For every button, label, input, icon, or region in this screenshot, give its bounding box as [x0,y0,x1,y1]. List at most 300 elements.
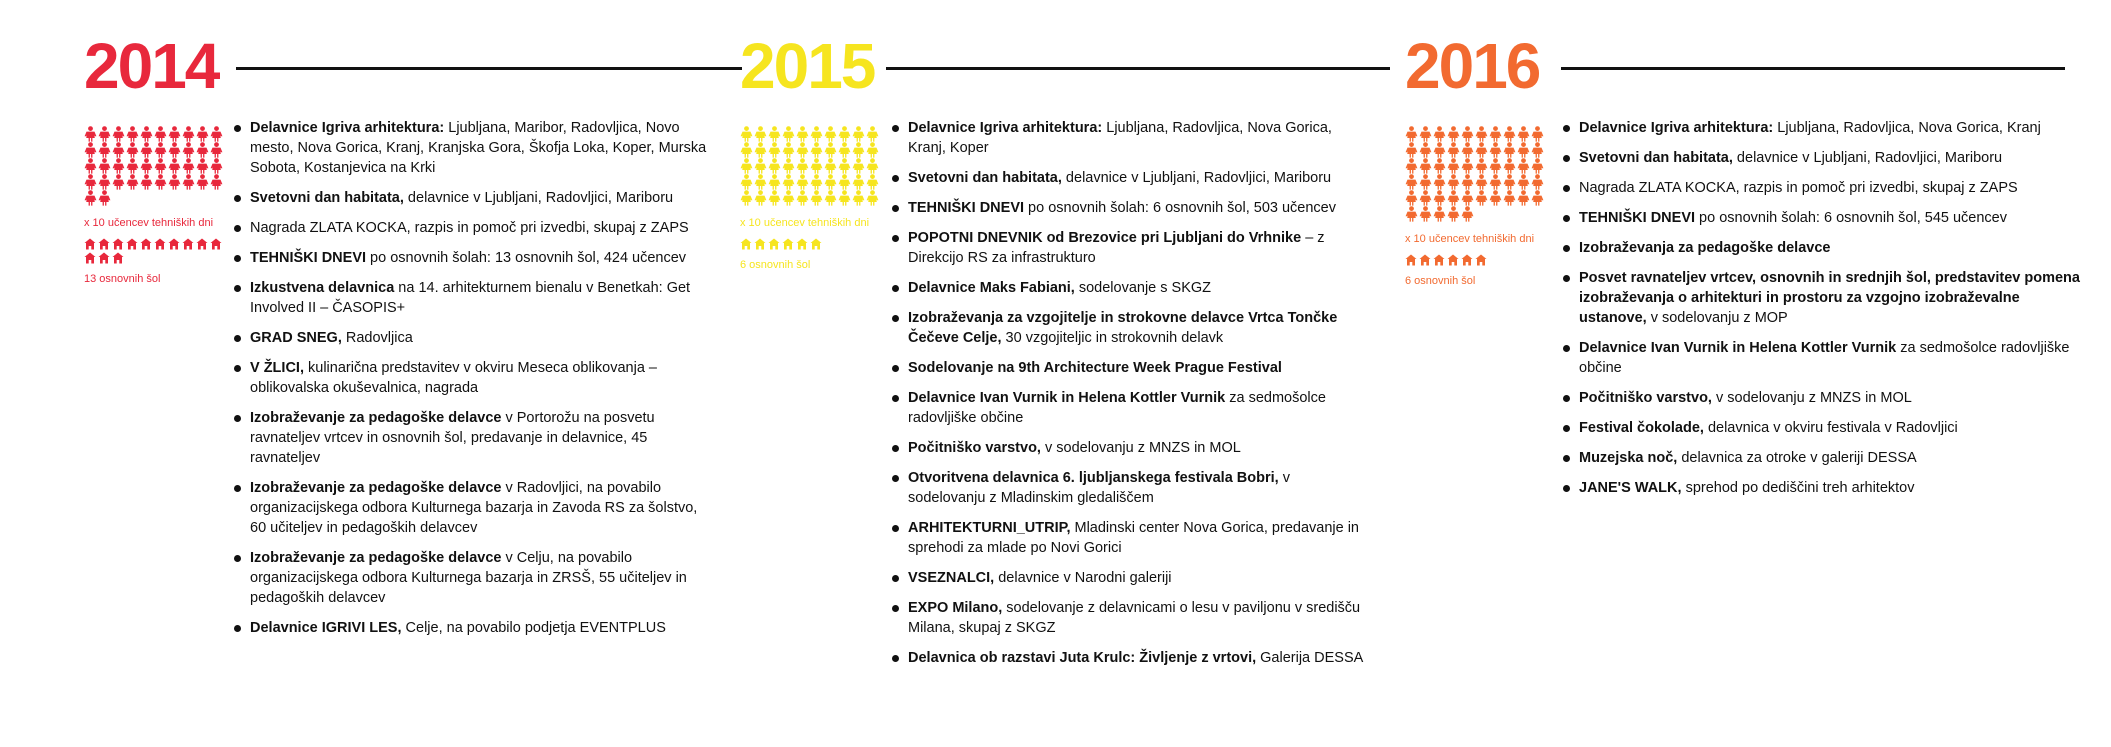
person-icon [1461,174,1474,190]
person-icon [810,158,823,174]
year-2015-stats [740,126,880,272]
activity-detail: sprehod po dediščini treh arhitektov [1681,480,1915,496]
person-icon [112,174,125,190]
person-icon [140,126,153,142]
year-2016-stats [1405,126,1545,288]
person-icon [1433,158,1446,174]
schools-pictogram [740,238,880,252]
person-icon [1489,142,1502,158]
activity-title: Festival čokolade, [1579,420,1704,436]
person-icon [1503,190,1516,206]
activity-item [890,198,1370,218]
activity-detail: po osnovnih šolah: 13 osnovnih šol, 424 učencev [366,250,687,266]
person-icon [1461,142,1474,158]
person-icon [852,174,865,190]
person-icon [1489,174,1502,190]
activity-title: EXPO Milano, [908,600,1003,616]
person-icon [1419,190,1432,206]
activity-title: Posvet ravnateljev vrtcev, osnovnih in srednjih šol, predstavitev pomena izobraževanja o arhitekturi in prostoru za vzgojno izobraževalne ustanove, [1579,270,2080,326]
activity-item [232,248,712,268]
person-icon [1447,126,1460,142]
people-pictogram [740,126,880,206]
person-icon [1517,158,1530,174]
person-icon [796,126,809,142]
person-icon [1405,206,1418,222]
activity-title: Delavnice Igriva arhitektura: [908,120,1103,136]
activity-title: Delavnice Igriva arhitektura: [1579,120,1774,136]
activity-item [890,518,1370,558]
activity-detail: v sodelovanju z Mladinskim gledališčem [908,470,1290,506]
year-2016-rule [1561,67,2065,70]
person-icon [768,190,781,206]
person-icon [838,126,851,142]
year-2015-title: 2015 [740,30,875,102]
activity-item [1561,478,2091,498]
person-icon [1461,126,1474,142]
person-icon [1447,206,1460,222]
activity-item [890,648,1370,668]
activity-item [232,188,712,208]
person-icon [810,190,823,206]
activity-detail: po osnovnih šolah: 6 osnovnih šol, 503 učencev [1024,200,1336,216]
person-icon [196,126,209,142]
person-icon [1517,174,1530,190]
person-icon [1419,174,1432,190]
students-caption: x 10 učencev tehniških dni [740,217,870,229]
person-icon [1503,142,1516,158]
activity-title: Delavnice Ivan Vurnik in Helena Kottler Vurnik [1579,340,1897,356]
person-icon [1447,174,1460,190]
person-icon [168,142,181,158]
activity-title: Svetovni dan habitata, [1579,150,1733,166]
person-icon [768,142,781,158]
year-2015-activity-list [890,118,1370,678]
activity-title: Sodelovanje na 9th Architecture Week Prague Festival [908,360,1282,376]
school-icon [154,238,166,250]
person-icon [782,174,795,190]
person-icon [810,142,823,158]
person-icon [1475,126,1488,142]
person-icon [182,158,195,174]
person-icon [84,174,97,190]
activity-title: VSEZNALCI, [908,570,995,586]
year-2016-activity-list [1561,118,2091,508]
person-icon [810,126,823,142]
person-icon [824,174,837,190]
activity-title: Počitniško varstvo, [908,440,1041,456]
activity-detail: po osnovnih šolah: 6 osnovnih šol, 545 učencev [1695,210,2007,226]
activity-detail: Ljubljana, Maribor, Radovljica, Novo mesto, Nova Gorica, Kranj, Kranjska Gora, Škofja Loka, Koper, Murska Sobota, Kostanjevica na Krki [250,120,707,176]
activity-title: Izobraževanja za pedagoške delavce [1579,240,1831,256]
activity-detail: delavnica za otroke v galeriji DESSA [1677,450,1917,466]
school-icon [754,238,766,250]
person-icon [98,190,111,206]
person-icon [154,126,167,142]
person-icon [768,174,781,190]
school-icon [1447,254,1459,266]
school-icon [84,252,96,264]
school-icon [140,238,152,250]
person-icon [740,190,753,206]
person-icon [740,142,753,158]
school-icon [1461,254,1473,266]
person-icon [852,126,865,142]
activity-item [1561,178,2091,198]
activity-title: Svetovni dan habitata, [250,190,404,206]
person-icon [796,158,809,174]
person-icon [1433,206,1446,222]
activity-title: Delavnica ob razstavi Juta Krulc: Življenje z vrtovi, [908,650,1257,666]
school-icon [84,238,96,250]
activity-item [1561,118,2091,138]
person-icon [866,158,879,174]
activity-item [1561,238,2091,258]
year-2015-rule [886,67,1390,70]
person-icon [1405,126,1418,142]
person-icon [98,142,111,158]
activity-item [232,358,712,398]
person-icon [1419,126,1432,142]
activity-title: TEHNIŠKI DNEVI [250,250,367,266]
activity-detail: delavnica v okviru festivala v Radovljici [1703,420,1958,436]
activity-title: TEHNIŠKI DNEVI [908,200,1025,216]
person-icon [1405,174,1418,190]
students-caption: x 10 učencev tehniških dni [84,217,214,229]
person-icon [84,158,97,174]
person-icon [852,142,865,158]
person-icon [168,174,181,190]
people-pictogram [84,126,224,206]
activity-title: Otvoritvena delavnica 6. ljubljanskega festivala Bobri, [908,470,1279,486]
person-icon [1517,142,1530,158]
person-icon [1405,190,1418,206]
activity-title: POPOTNI DNEVNIK od Brezovice pri Ljubljani do Vrhnike [908,230,1302,246]
person-icon [824,190,837,206]
school-icon [1475,254,1487,266]
person-icon [1503,158,1516,174]
person-icon [84,126,97,142]
activity-title: JANE'S WALK, [1579,480,1682,496]
activity-item [1561,388,2091,408]
school-icon [196,238,208,250]
person-icon [196,142,209,158]
person-icon [84,142,97,158]
activity-item [890,438,1370,458]
activity-item [1561,268,2091,328]
school-icon [740,238,752,250]
person-icon [1419,206,1432,222]
person-icon [1517,126,1530,142]
activity-item [890,118,1370,158]
activity-title: Izobraževanje za pedagoške delavce [250,550,502,566]
school-icon [98,238,110,250]
person-icon [126,174,139,190]
person-icon [98,174,111,190]
person-icon [112,158,125,174]
activity-item [890,568,1370,588]
schools-caption: 6 osnovnih šol [1405,275,1476,287]
year-2014-header [84,30,744,110]
person-icon [1531,174,1544,190]
school-icon [168,238,180,250]
activity-title: Izobraževanja za vzgojitelje in strokovne delavce Vrtca Tončke Čečeve Celje, [908,310,1338,346]
activity-item [232,118,712,178]
school-icon [1419,254,1431,266]
person-icon [126,158,139,174]
activity-detail: 30 vzgojiteljic in strokovnih delavk [1001,330,1224,346]
person-icon [140,158,153,174]
person-icon [210,126,223,142]
person-icon [1405,142,1418,158]
person-icon [210,174,223,190]
activity-detail: Ljubljana, Radovljica, Nova Gorica, Kranj [1773,120,2041,136]
activity-detail: Mladinski center Nova Gorica, predavanje in sprehodi za mlade po Novi Gorici [908,520,1359,556]
school-icon [182,238,194,250]
person-icon [838,158,851,174]
activity-title: GRAD SNEG, [250,330,342,346]
person-icon [1433,126,1446,142]
person-icon [112,126,125,142]
person-icon [1475,142,1488,158]
person-icon [1531,158,1544,174]
activity-item [232,478,712,538]
activity-title: Svetovni dan habitata, [908,170,1062,186]
activity-detail: delavnice v Narodni galeriji [994,570,1172,586]
activity-detail: delavnice v Ljubljani, Radovljici, Mariboru [403,190,674,206]
person-icon [838,142,851,158]
person-icon [1433,190,1446,206]
person-icon [84,190,97,206]
person-icon [782,126,795,142]
activity-item [232,218,712,238]
school-icon [782,238,794,250]
person-icon [154,158,167,174]
activity-item [232,408,712,468]
activity-title: Delavnice Ivan Vurnik in Helena Kottler Vurnik [908,390,1226,406]
activity-item [890,598,1370,638]
activity-item [890,388,1370,428]
activity-detail: Celje, na povabilo podjetja EVENTPLUS [401,620,666,636]
person-icon [866,190,879,206]
person-icon [1517,190,1530,206]
school-icon [796,238,808,250]
person-icon [1489,126,1502,142]
activity-item [890,358,1370,378]
person-icon [1433,174,1446,190]
activity-detail: za sedmošolce radovljiške občine [908,390,1326,426]
activity-title: TEHNIŠKI DNEVI [1579,210,1696,226]
person-icon [210,158,223,174]
person-icon [126,126,139,142]
person-icon [1531,190,1544,206]
activity-item [232,618,712,638]
person-icon [754,190,767,206]
person-icon [852,158,865,174]
person-icon [754,126,767,142]
activity-detail: Ljubljana, Radovljica, Nova Gorica, Kranj, Koper [908,120,1332,156]
person-icon [866,174,879,190]
person-icon [824,126,837,142]
activity-detail: Nagrada ZLATA KOCKA, razpis in pomoč pri izvedbi, skupaj z ZAPS [250,220,689,236]
person-icon [1475,174,1488,190]
person-icon [1531,142,1544,158]
year-2014-rule [236,67,742,70]
person-icon [1447,142,1460,158]
school-icon [768,238,780,250]
person-icon [768,126,781,142]
person-icon [98,158,111,174]
person-icon [168,158,181,174]
activity-item [1561,338,2091,378]
person-icon [1503,126,1516,142]
person-icon [754,158,767,174]
year-2016-title: 2016 [1405,30,1540,102]
person-icon [740,158,753,174]
school-icon [810,238,822,250]
person-icon [740,126,753,142]
person-icon [754,142,767,158]
activity-detail: kulinarična predstavitev v okviru Meseca oblikovanja – oblikovalska okuševalnica, nagrada [250,360,657,396]
activity-item [890,168,1370,188]
activity-detail: za sedmošolce radovljiške občine [1579,340,2070,376]
person-icon [1461,206,1474,222]
activity-detail: v Celju, na povabilo organizacijskega odbora Kulturnega bazarja in ZRSŠ, 55 učiteljev in pedagoških delavcev [250,550,687,606]
person-icon [838,190,851,206]
person-icon [168,126,181,142]
activity-item [890,228,1370,268]
person-icon [196,158,209,174]
person-icon [866,142,879,158]
activity-title: Počitniško varstvo, [1579,390,1712,406]
schools-caption: 6 osnovnih šol [740,259,811,271]
activity-title: Delavnice Maks Fabiani, [908,280,1075,296]
activity-title: Izobraževanje za pedagoške delavce [250,480,502,496]
person-icon [196,174,209,190]
school-icon [112,252,124,264]
activity-title: Delavnice IGRIVI LES, [250,620,402,636]
person-icon [810,174,823,190]
schools-pictogram [84,238,224,266]
person-icon [740,174,753,190]
person-icon [768,158,781,174]
person-icon [782,158,795,174]
person-icon [782,142,795,158]
activity-detail: v sodelovanju z MNZS in MOL [1040,440,1241,456]
activity-title: Delavnice Igriva arhitektura: [250,120,445,136]
school-icon [1405,254,1417,266]
person-icon [1419,142,1432,158]
person-icon [782,190,795,206]
person-icon [1405,158,1418,174]
school-icon [210,238,222,250]
activity-item [890,468,1370,508]
schools-pictogram [1405,254,1545,268]
person-icon [1433,142,1446,158]
person-icon [1447,158,1460,174]
person-icon [1419,158,1432,174]
activity-detail: sodelovanje z delavnicami o lesu v paviljonu v središču Milana, skupaj z SKGZ [908,600,1361,636]
activity-detail: – z Direkcijo RS za infrastrukturo [908,230,1325,266]
person-icon [154,174,167,190]
person-icon [182,142,195,158]
activity-detail: sodelovanje s SKGZ [1074,280,1212,296]
person-icon [852,190,865,206]
person-icon [1489,190,1502,206]
activity-item [232,548,712,608]
person-icon [154,142,167,158]
person-icon [140,174,153,190]
person-icon [796,174,809,190]
activity-title: Izobraževanje za pedagoške delavce [250,410,502,426]
school-icon [1433,254,1445,266]
person-icon [838,174,851,190]
person-icon [1503,174,1516,190]
person-icon [1461,158,1474,174]
people-pictogram [1405,126,1545,222]
year-2014-stats [84,126,224,286]
activity-detail: v Radovljici, na povabilo organizacijskega odbora Kulturnega bazarja in Zavoda RS za šolstvo, 60 učiteljev in pedagoških delavcev [250,480,698,536]
school-icon [112,238,124,250]
school-icon [98,252,110,264]
person-icon [112,142,125,158]
person-icon [796,142,809,158]
year-2014-title: 2014 [84,30,219,102]
person-icon [824,158,837,174]
person-icon [182,174,195,190]
students-caption: x 10 učencev tehniških dni [1405,233,1535,245]
activity-title: V ŽLICI, [250,360,304,376]
activity-item [232,278,712,318]
activity-title: ARHITEKTURNI_UTRIP, [908,520,1071,536]
person-icon [824,142,837,158]
person-icon [182,126,195,142]
person-icon [98,126,111,142]
activity-detail: v sodelovanju z MOP [1646,310,1788,326]
schools-caption: 13 osnovnih šol [84,273,161,285]
year-2016-header [1405,30,2085,110]
person-icon [1447,190,1460,206]
activity-detail: delavnice v Ljubljani, Radovljici, Mariboru [1061,170,1332,186]
person-icon [754,174,767,190]
activity-item [1561,418,2091,438]
activity-detail: delavnice v Ljubljani, Radovljici, Mariboru [1732,150,2003,166]
person-icon [1461,190,1474,206]
activity-detail: na 14. arhitekturnem bienalu v Benetkah: Get Involved II – ČASOPIS+ [250,280,691,316]
activity-item [1561,448,2091,468]
person-icon [1531,126,1544,142]
person-icon [866,126,879,142]
activity-title: Muzejska noč, [1579,450,1678,466]
activity-detail: Nagrada ZLATA KOCKA, razpis in pomoč pri izvedbi, skupaj z ZAPS [1579,180,2018,196]
activity-item [1561,148,2091,168]
person-icon [796,190,809,206]
person-icon [1489,158,1502,174]
year-2014-activity-list [232,118,712,648]
school-icon [126,238,138,250]
activity-item [1561,208,2091,228]
activity-detail: v Portorožu na posvetu ravnateljev vrtcev in osnovnih šol, predavanje in delavnice, 45 ravnateljev [250,410,655,466]
year-2015-header [740,30,1400,110]
activity-item [890,278,1370,298]
person-icon [1475,190,1488,206]
person-icon [210,142,223,158]
person-icon [1475,158,1488,174]
activity-detail: Radovljica [341,330,413,346]
activity-title: Izkustvena delavnica [250,280,395,296]
activity-item [232,328,712,348]
person-icon [126,142,139,158]
person-icon [140,142,153,158]
